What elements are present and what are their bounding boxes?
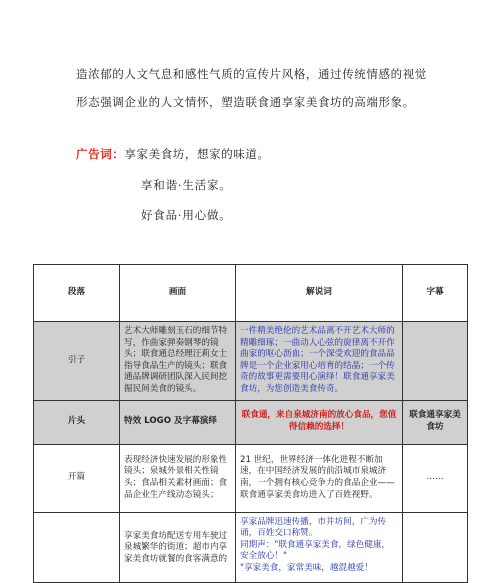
narration-line: "享家美食，家常美味，越混越爱！ bbox=[240, 562, 373, 573]
table-row bbox=[34, 512, 468, 582]
narration-cell: 一件精美绝伦的艺术品离不开艺术大师的精雕细琢；一曲动人心弦的旋律离不开作曲家的呕心沥血；一个深受欢迎的食品品牌是一个企业家用心培育的结晶；一个传奇的故事更需要用心演绎！联食通享家美食坊，为您创造美食传奇。 bbox=[236, 322, 403, 401]
picture-cell: 表现经济快速发展的形象性镜头；泉城外景相关性镜头；食品相关素材画面；食品企业生产线动态镜头； bbox=[120, 444, 236, 512]
picture-cell: 特效 LOGO 及字幕演绎 bbox=[120, 400, 236, 444]
header-narration: 解说词 bbox=[236, 265, 403, 322]
segment-cell: 片头 bbox=[34, 400, 120, 444]
narration-line: 同期声："联食通享家美食，绿色健康，安全放心！" bbox=[240, 539, 391, 562]
subtitle-cell: …… bbox=[403, 444, 468, 512]
script-table bbox=[33, 264, 468, 583]
subtitle-cell bbox=[403, 322, 468, 401]
slogan-2: 好食品·用心做。 bbox=[141, 208, 232, 222]
subtitle-cell bbox=[403, 512, 468, 582]
narration-cell: 联食通，来自泉城济南的放心食品，您值得信赖的选择！ bbox=[236, 400, 403, 444]
ad-line bbox=[76, 146, 270, 162]
intro-line-1: 造浓郁的人文气息和感性气质的宣传片风格，通过传统情感的视觉 bbox=[76, 67, 427, 81]
table-row bbox=[34, 444, 468, 512]
segment-cell: 引子 bbox=[34, 322, 120, 401]
segment-cell: 开篇 bbox=[34, 444, 120, 512]
segment-cell bbox=[34, 512, 120, 582]
table-row bbox=[34, 322, 468, 401]
table-row bbox=[34, 400, 468, 444]
table-header-row bbox=[34, 265, 468, 322]
ad-text: 享家美食坊，想家的味道。 bbox=[124, 147, 270, 161]
slogan-1: 享和谐·生活家。 bbox=[141, 178, 232, 192]
picture-cell: 艺术大师雕刻玉石的细节特写，作曲家弹奏钢琴的镜头；联食通总经理汪莉女士指导食品生产的镜头；联食通品牌调研团队深入民间挖掘民间美食的镜头。 bbox=[120, 322, 236, 401]
narration-line: 享家品牌迅速传播，市井坊间，广为传诵，百姓交口称赞。 bbox=[240, 516, 387, 539]
header-segment: 段落 bbox=[34, 265, 120, 322]
subtitle-cell: 联食通享家美食坊 bbox=[403, 400, 468, 444]
picture-cell: 享家美食坊配送专用车驶过泉城繁华的街道；超市内享家美食坊就餐的食客满意的 bbox=[120, 512, 236, 582]
intro-line-2: 形态强调企业的人文情怀，塑造联食通享家美食坊的高端形象。 bbox=[76, 95, 415, 109]
narration-cell bbox=[236, 512, 403, 582]
ad-label: 广告词： bbox=[76, 147, 125, 161]
header-subtitle: 字幕 bbox=[403, 265, 468, 322]
header-picture: 画面 bbox=[120, 265, 236, 322]
narration-cell: 21 世纪，世界经济一体化进程不断加速，在中国经济发展的前沿城市泉城济南，一个拥有核心竞争力的食品企业——联食通享家美食坊进入了百姓视野。 bbox=[236, 444, 403, 512]
